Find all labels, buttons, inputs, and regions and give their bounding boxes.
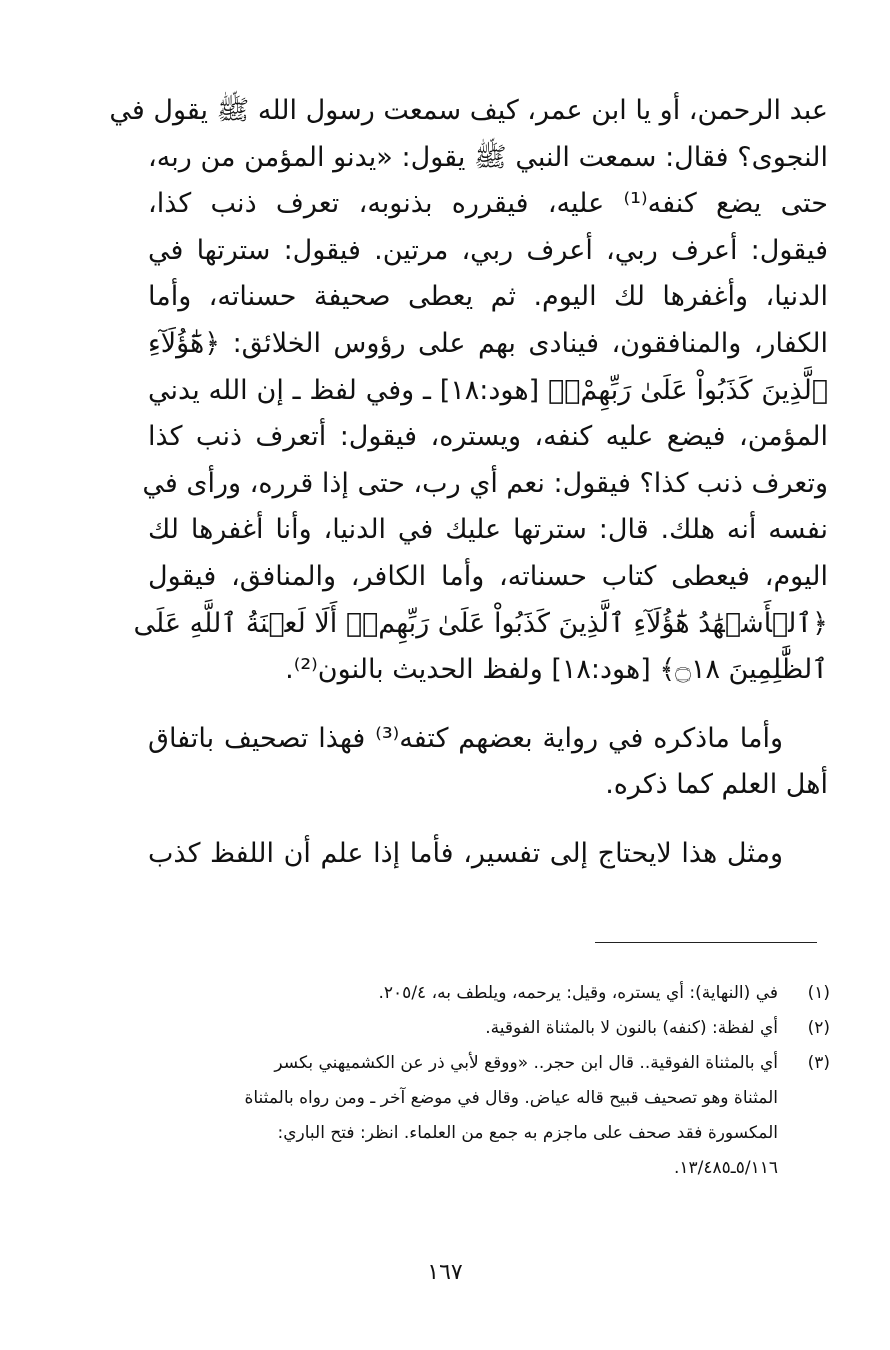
text-line: ٱلَّذِينَ كَذَبُواْ عَلَىٰ رَبِّهِمْۚ﴾ [هود:١٨] ـ وفي لفظ ـ إن الله يدني	[148, 374, 828, 406]
footnote-2	[145, 1011, 830, 1046]
text-line: الكفار، والمنافقون، فينادى بهم على رؤوس الخلائق: ﴿هَٰٓؤُلَآءِ	[148, 327, 828, 359]
text-line: وتعرف ذنب كذا؟ فيقول: نعم أي رب، حتى إذا قرره، ورأى في	[142, 467, 828, 499]
footnotes	[145, 976, 830, 1186]
footnote-line: المثناة وهو تصحيف قبيح قاله عياض. وقال في موضع آخر ـ ومن رواه بالمثناة	[244, 1088, 778, 1108]
footnote-line: في (النهاية): أي يستره، وقيل: يرحمه، ويلطف به، ٢٠٥/٤.	[378, 983, 778, 1003]
footnote-text	[145, 1046, 778, 1186]
footnote-text	[145, 976, 778, 1011]
footnote-line: أي لفظة: (كنفه) بالنون لا بالمثناة الفوقية.	[485, 1018, 778, 1038]
text-line: الدنيا، وأغفرها لك اليوم. ثم يعطى صحيفة حسناته، وأما	[148, 281, 828, 313]
text-line: أهل العلم كما ذكره.	[605, 769, 828, 801]
paragraph-start-line: ومثل هذا لايحتاج إلى تفسير، فأما إذا علم أن اللفظ كذب	[148, 837, 783, 869]
page-number: ١٦٧	[427, 1260, 463, 1285]
footnote-text	[145, 1011, 778, 1046]
text-line: فيقول: أعرف ربي، أعرف ربي، مرتين. فيقول: سترتها في	[148, 234, 828, 266]
quran-verse-line: ٱلظَّٰلِمِينَ ۝١٨﴾ [هود:١٨] ولفظ الحديث بالنون⁽²⁾.	[285, 654, 828, 686]
footnote-line: ٥/١١٦ـ١٣/٤٨٥.	[673, 1158, 778, 1178]
text-line: المؤمن، فيضع عليه كنفه، ويستره، فيقول: أتعرف ذنب كذا	[148, 421, 828, 453]
footnote-number: (١)	[807, 983, 830, 1003]
text-line: نفسه أنه هلك. قال: سترتها عليك في الدنيا، وأنا أغفرها لك	[148, 514, 828, 546]
footnote-1	[145, 976, 830, 1011]
footnote-line: المكسورة فقد صحف على ماجزم به جمع من العلماء. انظر: فتح الباري:	[277, 1123, 778, 1143]
text-line: اليوم، فيعطى كتاب حسناته، وأما الكافر، والمنافق، فيقول	[148, 560, 828, 592]
text-line: النجوى؟ فقال: سمعت النبي ﷺ يقول: «يدنو المؤمن من ربه،	[148, 141, 828, 173]
paragraph-start-line: وأما ماذكره في رواية بعضهم كتفه⁽³⁾ فهذا تصحيف باتفاق	[148, 722, 783, 754]
text-line: حتى يضع كنفه⁽¹⁾ عليه، فيقرره بذنوبه، تعرف ذنب كذا،	[148, 188, 828, 220]
text-line: عبد الرحمن، أو يا ابن عمر، كيف سمعت رسول الله ﷺ يقول في	[109, 95, 828, 126]
footnote-number: (٣)	[807, 1053, 830, 1073]
main-text	[109, 88, 828, 878]
footnote-3	[145, 1046, 830, 1186]
footnote-number: (٢)	[807, 1018, 830, 1038]
quran-verse-line: ﴿ٱلۡأَشۡهَٰدُ هَٰٓؤُلَآءِ ٱلَّذِينَ كَذَبُواْ عَلَىٰ رَبِّهِمۡۚ أَلَا لَعۡنَةُ ٱللَّهِ عَلَى	[133, 607, 828, 639]
footnote-line: أي بالمثناة الفوقية.. قال ابن حجر.. «ووقع لأبي ذر عن الكشميهني بكسر	[274, 1053, 778, 1073]
footnote-separator	[595, 942, 817, 943]
